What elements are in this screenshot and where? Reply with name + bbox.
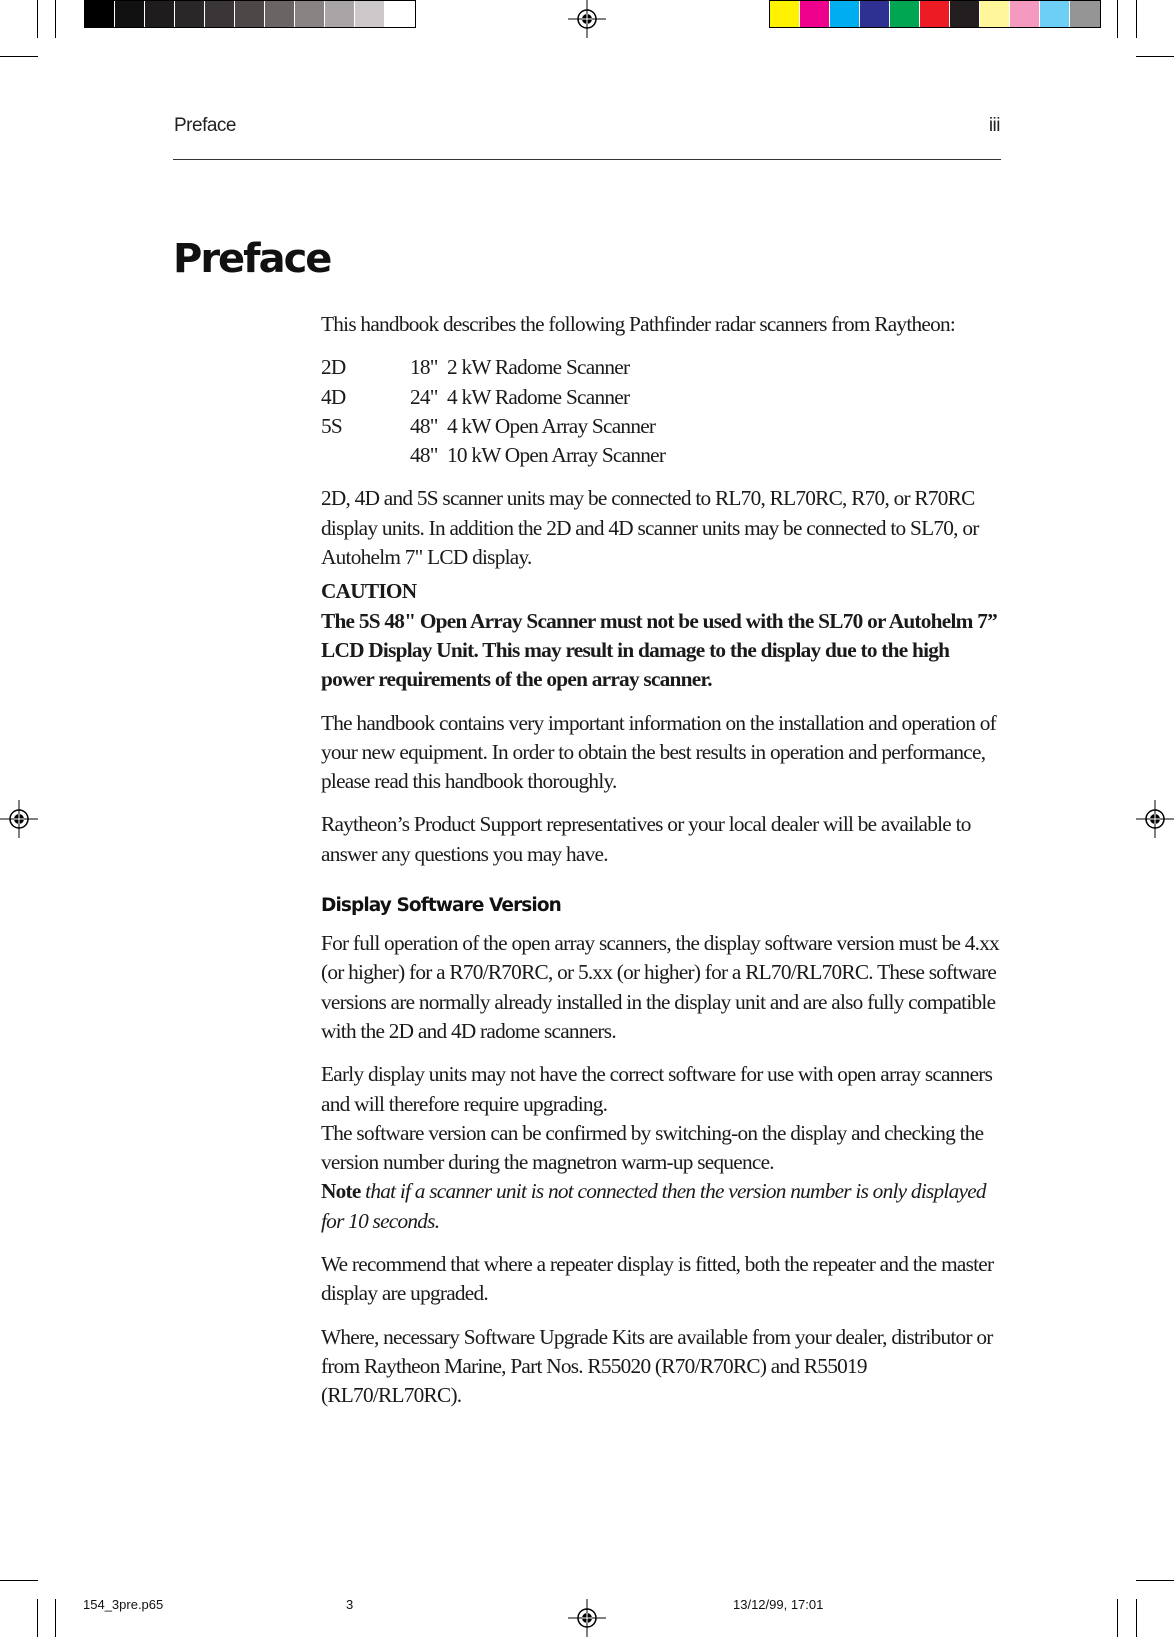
caution-block	[321, 577, 1006, 694]
color-swatch	[85, 1, 115, 27]
scanner-desc: 10 kW Open Array Scanner	[447, 443, 666, 468]
body-text	[321, 310, 1006, 1411]
upgrade-kits-paragraph: Where, necessary Software Upgrade Kits are available from your dealer, distributor or from Raytheon Marine, Part Nos. R55020 (R70/R70RC) and R55019 (RL70/RL70RC).	[321, 1324, 993, 1408]
crop-mark	[37, 0, 38, 38]
color-swatch	[860, 1, 890, 27]
section-heading: Display Software Version	[321, 895, 561, 917]
color-swatch	[770, 1, 800, 27]
crop-mark	[0, 56, 38, 57]
footer-datetime: 13/12/99, 17:01	[733, 1597, 824, 1612]
scanner-desc: 4 kW Radome Scanner	[447, 384, 630, 409]
color-swatch	[920, 1, 950, 27]
color-bar	[769, 0, 1101, 28]
scanner-code	[321, 441, 410, 470]
version-check-paragraph: The software version can be confirmed by switching-on the display and checking the version number during the magnetron warm-up sequence.	[321, 1120, 984, 1175]
compatibility-paragraph: 2D, 4D and 5S scanner units may be connected to RL70, RL70RC, R70, or R70RC display units. In addition the 2D and 4D scanner units may be connected to SL70, or Autohelm 7" LCD display.	[321, 486, 979, 570]
scanner-row	[321, 353, 1006, 382]
early-units-paragraph: Early display units may not have the correct software for use with open array scanners and will therefore require upgrading.	[321, 1062, 993, 1116]
scanner-desc: 2 kW Radome Scanner	[447, 355, 630, 380]
color-swatch	[950, 1, 980, 27]
note-paragraph	[321, 1177, 1006, 1236]
scanner-code: 2D	[321, 355, 346, 380]
color-swatch	[1010, 1, 1040, 27]
scanner-code: 5S	[321, 413, 342, 438]
page-number: iii	[988, 115, 1000, 136]
crop-mark	[1136, 1599, 1137, 1637]
crop-mark	[1136, 0, 1137, 38]
color-swatch	[980, 1, 1010, 27]
footer-page: 3	[346, 1597, 354, 1612]
color-swatch	[175, 1, 205, 27]
scanner-row	[321, 441, 1006, 470]
scanner-size: 48"	[410, 443, 438, 468]
software-paragraph: For full operation of the open array scanners, the display software version must be 4.xx (or higher) for a R70/R70RC, or 5.xx (or higher) for a RL70/RL70RC. These software versions are normally already installed in the display unit and are also fully compatible with the 2D and 4D radome scanners.	[321, 931, 1000, 1043]
header-rule	[173, 159, 1001, 160]
color-swatch	[115, 1, 145, 27]
note-label: Note	[321, 1179, 361, 1204]
scanner-size: 24"	[410, 384, 438, 409]
footer-filename: 154_3pre.p65	[83, 1597, 164, 1612]
scanner-list	[321, 353, 1006, 470]
registration-target-icon	[0, 800, 38, 838]
color-swatch	[1070, 1, 1100, 27]
running-header	[174, 115, 1000, 143]
scanner-size: 48"	[410, 413, 438, 438]
scanner-desc: 4 kW Open Array Scanner	[447, 413, 656, 438]
color-swatch	[325, 1, 355, 27]
crop-mark	[1136, 1580, 1174, 1581]
caution-text: The 5S 48" Open Array Scanner must not be used with the SL70 or Autohelm 7” LCD Display Unit. This may result in damage to the display due to the high power requirements of the open array scanner.	[321, 608, 997, 692]
color-swatch	[265, 1, 295, 27]
crop-mark	[1136, 56, 1174, 57]
color-swatch	[830, 1, 860, 27]
color-swatch	[355, 1, 385, 27]
page-title: Preface	[173, 236, 331, 282]
color-swatch	[235, 1, 265, 27]
color-swatch	[145, 1, 175, 27]
crop-mark	[55, 0, 56, 38]
crop-mark	[0, 1580, 38, 1581]
crop-mark	[55, 1599, 56, 1637]
registration-target-icon	[568, 1599, 606, 1637]
crop-mark	[37, 1599, 38, 1637]
scanner-row	[321, 412, 1006, 441]
color-swatch	[890, 1, 920, 27]
scanner-row	[321, 383, 1006, 412]
support-paragraph: Raytheon’s Product Support representatives or your local dealer will be available to answer any questions you may have.	[321, 812, 971, 866]
running-title: Preface	[174, 115, 236, 136]
color-swatch	[295, 1, 325, 27]
color-swatch	[800, 1, 830, 27]
registration-target-icon	[1136, 800, 1174, 838]
scanner-code: 4D	[321, 384, 346, 409]
early-units-block	[321, 1060, 1006, 1236]
color-swatch	[1040, 1, 1070, 27]
note-text: that if a scanner unit is not connected then the version number is only displayed for 10 seconds.	[321, 1179, 986, 1233]
scanner-size: 18"	[410, 355, 438, 380]
handbook-paragraph: The handbook contains very important information on the installation and operation of your new equipment. In order to obtain the best results in operation and performance, please read this handbook thoroughly.	[321, 710, 996, 794]
registration-target-icon	[568, 0, 606, 38]
color-swatch	[205, 1, 235, 27]
color-swatch	[385, 1, 415, 27]
intro-paragraph: This handbook describes the following Pathfinder radar scanners from Raytheon:	[321, 312, 956, 336]
caution-label: CAUTION	[321, 579, 417, 604]
grayscale-bar	[84, 0, 416, 28]
crop-mark	[1117, 1599, 1118, 1637]
crop-mark	[1117, 0, 1118, 38]
repeater-paragraph: We recommend that where a repeater display is fitted, both the repeater and the master display are upgraded.	[321, 1252, 994, 1306]
